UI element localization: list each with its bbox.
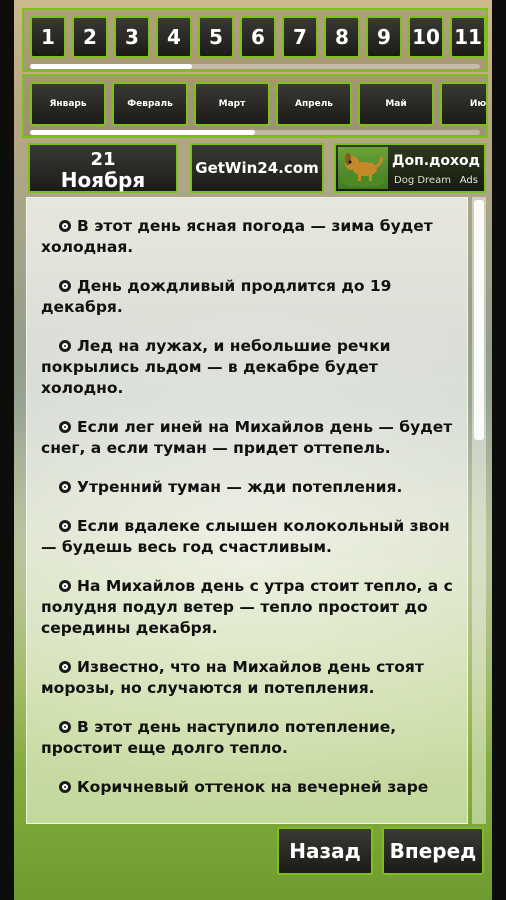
content-scroll-thumb[interactable] bbox=[474, 200, 484, 440]
list-item: Если вдалеке слышен колокольный звон — будешь весь год счастливым. bbox=[41, 517, 450, 556]
ad-title: Доп.доход bbox=[392, 153, 480, 169]
circle-bullet-icon bbox=[59, 580, 71, 592]
getwin-link-button[interactable]: GetWin24.com bbox=[190, 143, 324, 193]
month-scroll-track[interactable] bbox=[30, 130, 480, 135]
circle-bullet-icon bbox=[59, 781, 71, 793]
month-button-june[interactable]: Ию bbox=[440, 82, 488, 126]
month-selector-row[interactable] bbox=[22, 74, 488, 138]
date-month: Ноября bbox=[60, 168, 146, 192]
list-item: В этот день наступило потепление, простоит еще долго тепло. bbox=[41, 718, 397, 757]
right-frame bbox=[492, 0, 506, 900]
day-button-2[interactable]: 2 bbox=[72, 16, 108, 58]
day-button-10[interactable]: 10 bbox=[408, 16, 444, 58]
day-button-8[interactable]: 8 bbox=[324, 16, 360, 58]
month-button-march[interactable]: Март bbox=[194, 82, 270, 126]
day-button-4[interactable]: 4 bbox=[156, 16, 192, 58]
signs-content-panel[interactable] bbox=[26, 197, 468, 824]
day-button-3[interactable]: 3 bbox=[114, 16, 150, 58]
content-scrollbar[interactable] bbox=[472, 197, 486, 824]
circle-bullet-icon bbox=[59, 421, 71, 433]
day-button-6[interactable]: 6 bbox=[240, 16, 276, 58]
dog-logo-icon bbox=[338, 147, 388, 189]
day-scroll-track[interactable] bbox=[30, 64, 480, 69]
list-item: Коричневый оттенок на вечерней заре bbox=[27, 759, 467, 798]
list-item: День дождливый продлится до 19 декабря. bbox=[41, 277, 392, 316]
day-button-5[interactable]: 5 bbox=[198, 16, 234, 58]
day-button-11[interactable]: 11 bbox=[450, 16, 486, 58]
back-button[interactable]: Назад bbox=[277, 827, 373, 875]
month-button-january[interactable]: Январь bbox=[30, 82, 106, 126]
ad-subtitle: Dog Dream bbox=[394, 175, 451, 186]
circle-bullet-icon bbox=[59, 481, 71, 493]
list-item: Если лег иней на Михайлов день — будет снег, а если туман — придет оттепель. bbox=[41, 418, 453, 457]
month-button-february[interactable]: Февраль bbox=[112, 82, 188, 126]
day-button-1[interactable]: 1 bbox=[30, 16, 66, 58]
day-scroll-thumb[interactable] bbox=[30, 64, 192, 69]
signs-list bbox=[27, 198, 467, 798]
ad-label: Ads bbox=[459, 175, 478, 186]
circle-bullet-icon bbox=[59, 280, 71, 292]
current-date bbox=[28, 143, 178, 193]
circle-bullet-icon bbox=[59, 520, 71, 532]
month-button-may[interactable]: Май bbox=[358, 82, 434, 126]
ad-banner[interactable] bbox=[334, 143, 486, 193]
list-item: Утренний туман — жди потепления. bbox=[27, 459, 467, 498]
day-button-7[interactable]: 7 bbox=[282, 16, 318, 58]
circle-bullet-icon bbox=[59, 721, 71, 733]
list-item: Лед на лужах, и небольшие речки покрылись льдом — в декабре будет холодно. bbox=[41, 337, 391, 397]
circle-bullet-icon bbox=[59, 220, 71, 232]
list-item: Известно, что на Михайлов день стоят морозы, но случаются и потепления. bbox=[41, 658, 424, 697]
list-item: На Михайлов день с утра стоит тепло, а с полудня подул ветер — тепло простоит до середины декабря. bbox=[41, 577, 453, 637]
day-selector-row[interactable] bbox=[22, 8, 488, 72]
circle-bullet-icon bbox=[59, 340, 71, 352]
month-scroll-thumb[interactable] bbox=[30, 130, 255, 135]
day-button-9[interactable]: 9 bbox=[366, 16, 402, 58]
list-item: В этот день ясная погода — зима будет холодная. bbox=[41, 217, 433, 256]
circle-bullet-icon bbox=[59, 661, 71, 673]
left-frame bbox=[0, 0, 14, 900]
forward-button[interactable]: Вперед bbox=[382, 827, 484, 875]
date-day: 21 bbox=[90, 149, 116, 170]
month-button-april[interactable]: Апрель bbox=[276, 82, 352, 126]
